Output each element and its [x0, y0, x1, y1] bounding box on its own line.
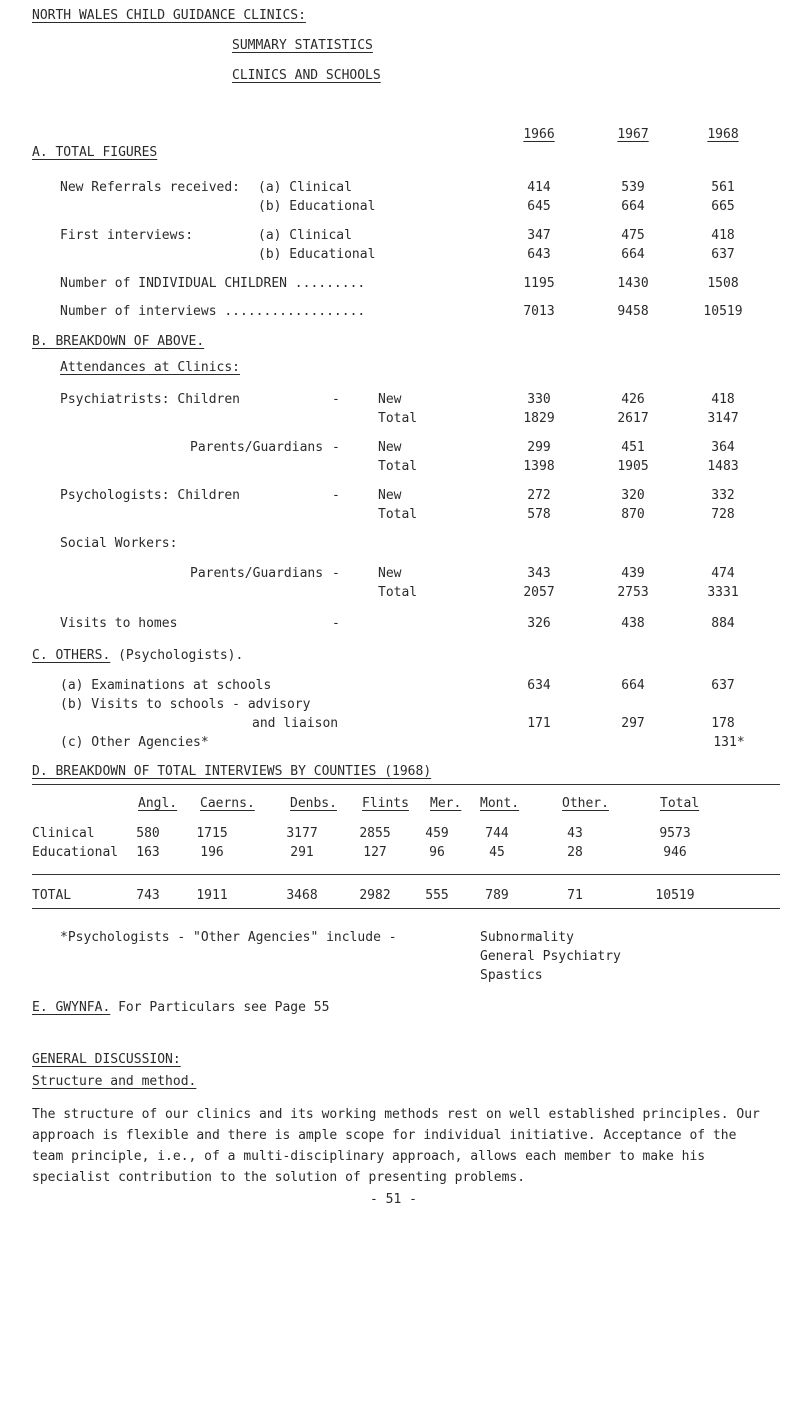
section-b-heading: B. BREAKDOWN OF ABOVE.	[32, 334, 205, 349]
section-d-rule	[32, 784, 780, 785]
general-paragraph: The structure of our clinics and its working methods rest on well established principles. Our approach is flexible and there is ample scope for individual initiative. Acceptance of the team principle, i.e., of a multi-disciplinary approach, allows each member to make his specialist contribution to the solution of presenting problems.	[32, 1107, 760, 1185]
section-e-text: For Particulars see Page 55	[118, 1000, 330, 1015]
page-number: - 51 -	[370, 1192, 417, 1207]
total-rule-bottom	[32, 908, 780, 909]
year-1968: 1968	[707, 127, 739, 142]
section-c-heading: C. OTHERS.	[32, 648, 111, 663]
section-e-row	[32, 1000, 329, 1015]
year-1967: 1967	[617, 127, 649, 142]
section-b-subheading: Attendances at Clinics:	[60, 360, 241, 375]
general-subheading: Structure and method.	[32, 1074, 197, 1089]
document-title: NORTH WALES CHILD GUIDANCE CLINICS:	[32, 8, 306, 23]
footnote-lead: *Psychologists - "Other Agencies" include -	[60, 930, 397, 945]
total-rule	[32, 874, 780, 875]
year-1966: 1966	[523, 127, 555, 142]
section-d-heading: D. BREAKDOWN OF TOTAL INTERVIEWS BY COUNTIES (1968)	[32, 764, 432, 779]
section-c-heading-suffix: (Psychologists).	[118, 648, 244, 663]
general-heading: GENERAL DISCUSSION:	[32, 1052, 181, 1067]
section-a-heading: A. TOTAL FIGURES	[32, 145, 158, 160]
footnote-item: General Psychiatry	[480, 949, 621, 964]
footnote-item: Subnormality	[480, 930, 574, 945]
section-e-heading: E. GWYNFA.	[32, 1000, 111, 1015]
document-subtitle: SUMMARY STATISTICS	[232, 38, 373, 53]
section-title: CLINICS AND SCHOOLS	[232, 68, 381, 83]
footnote-item: Spastics	[480, 968, 543, 983]
section-c-heading-row	[32, 648, 243, 663]
